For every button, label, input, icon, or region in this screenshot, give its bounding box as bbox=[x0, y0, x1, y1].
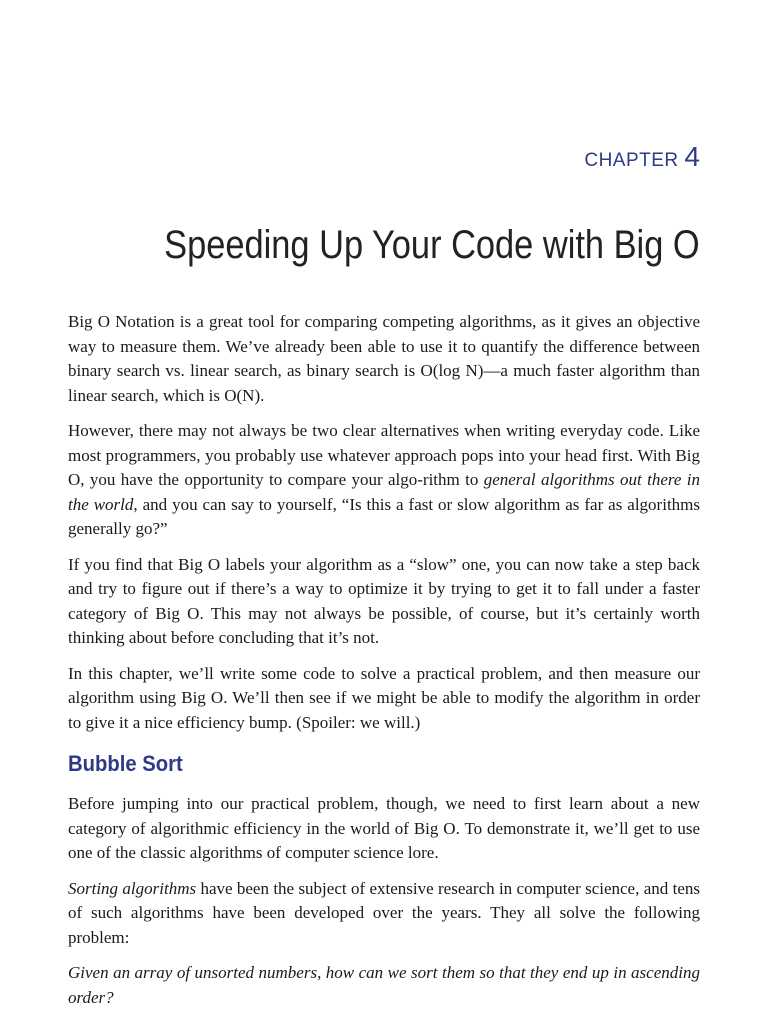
section-paragraph-2 bbox=[68, 877, 700, 951]
chapter-word: CHAPTER bbox=[584, 150, 679, 171]
intro-paragraph-2-end: , and you can say to yourself, “Is this a fast or slow algorithm as far as algorithms generally go?” bbox=[68, 494, 701, 538]
intro-paragraph-1: Big O Notation is a great tool for comparing competing algorithms, as it gives an objective way to measure them. We’ve already been able to use it to quantify the difference between binary search vs. linear search, as binary search is O(log N)—a much faster algorithm than linear search, which is O(N). bbox=[68, 312, 700, 405]
chapter-title: Speeding Up Your Code with Big O bbox=[164, 223, 700, 267]
section-paragraph-2-rest: have been the subject of extensive research in computer science, and tens of such algorithms have been developed over the years. They all solve the following problem: bbox=[68, 878, 700, 947]
section-paragraph-2-emphasis: Sorting algorithms bbox=[68, 878, 197, 898]
intro-paragraph-4: In this chapter, we’ll write some code to solve a practical problem, and then measure our algorithm using Big O. We’ll then see if we might be able to modify the algorithm in order to give it a nice efficiency bump. (Spoiler: we will.) bbox=[68, 663, 700, 732]
problem-statement: Given an array of unsorted numbers, how can we sort them so that they end up in ascending order? bbox=[68, 963, 700, 1007]
chapter-body bbox=[68, 310, 700, 1021]
intro-paragraph-3: If you find that Big O labels your algorithm as a “slow” one, you can now take a step back and try to figure out if there’s a way to optimize it by trying to get it to fall under a faster category of Big O. This may not always be possible, of course, but it’s certainly worth thinking about before concluding that it’s not. bbox=[68, 554, 700, 647]
section-paragraph-1: Before jumping into our practical problem, though, we need to first learn about a new category of algorithmic efficiency in the world of Big O. To demonstrate it, we’ll get to use one of the classic algorithms of computer science lore. bbox=[68, 794, 700, 862]
intro-paragraph-2-start: However, there may not always be two clear alternatives when writing everyday code. Like most programmers, you probably use whatever approach pops into your head first. With Big O, you have the opportunity to compare your algo-rithm to bbox=[68, 421, 700, 489]
intro-paragraph-2-emphasis: general algorithms out there in the world bbox=[68, 470, 700, 514]
chapter-label bbox=[584, 141, 700, 177]
chapter-number: 4 bbox=[684, 141, 700, 172]
intro-paragraph-2 bbox=[68, 419, 700, 542]
section-heading: Bubble Sort bbox=[68, 751, 183, 776]
